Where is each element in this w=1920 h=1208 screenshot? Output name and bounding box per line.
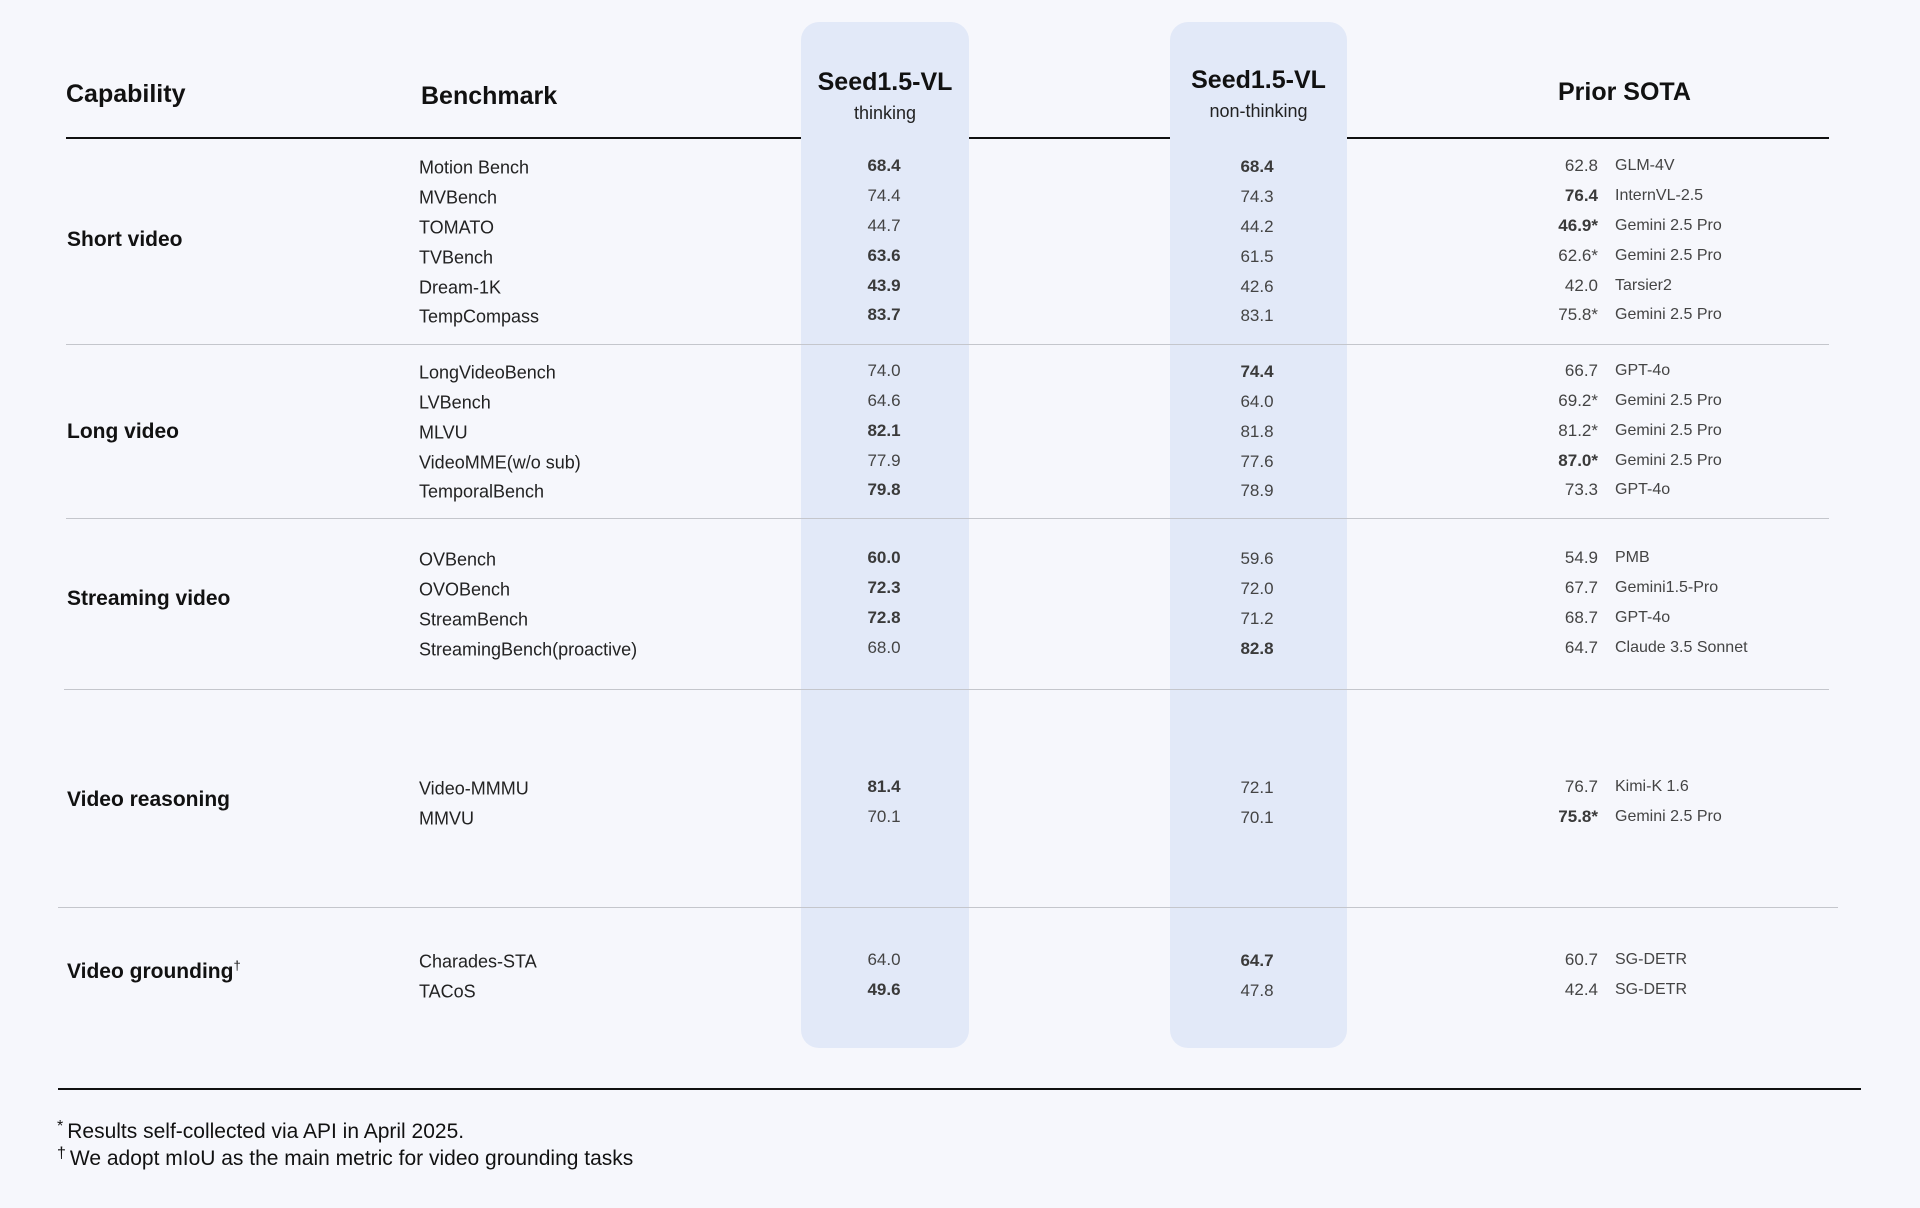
benchmark-name: VideoMME(w/o sub)	[419, 452, 581, 473]
benchmark-name: TACoS	[419, 981, 476, 1002]
prior-sota-model: PMB	[1615, 549, 1650, 566]
thinking-score: 43.9	[867, 276, 901, 295]
capability-label: Streaming video	[67, 587, 231, 610]
footnote-text: Results self-collected via API in April 2025.	[67, 1120, 465, 1143]
prior-sota-model: Kimi-K 1.6	[1615, 778, 1689, 795]
thinking-header	[801, 68, 969, 124]
footnote-marker: †	[233, 958, 241, 973]
prior-sota-score: 69.2*	[1558, 391, 1598, 410]
non-thinking-header	[1170, 66, 1347, 122]
prior-sota-score: 66.7	[1564, 361, 1598, 380]
thinking-score: 68.0	[867, 638, 901, 657]
non-thinking-score: 82.8	[1240, 639, 1274, 658]
prior-sota-model: GPT-4o	[1615, 609, 1671, 626]
prior-sota-score: 75.8*	[1558, 305, 1598, 324]
prior-sota-score: 87.0*	[1558, 451, 1598, 470]
benchmark-name: Motion Bench	[419, 157, 530, 178]
footer-rule	[58, 1088, 1861, 1090]
benchmark-name: StreamingBench(proactive)	[419, 639, 638, 660]
benchmark-name: LongVideoBench	[419, 362, 556, 383]
footnote-dagger	[57, 1147, 633, 1171]
capability-label: Video reasoning	[67, 788, 230, 811]
thinking-score: 72.3	[867, 578, 901, 597]
non-thinking-score: 64.7	[1240, 951, 1274, 970]
thinking-score: 63.6	[867, 246, 901, 265]
benchmark-name: TVBench	[419, 247, 494, 268]
thinking-model-subtitle: thinking	[853, 103, 917, 123]
non-thinking-score: 74.3	[1240, 187, 1274, 206]
prior-sota-score: 76.4	[1564, 186, 1598, 205]
capability-label: Long video	[67, 420, 179, 443]
thinking-score: 82.1	[867, 421, 901, 440]
benchmark-name: TemporalBench	[419, 481, 545, 502]
non-thinking-score: 78.9	[1240, 481, 1274, 500]
prior-sota-score: 62.8	[1564, 156, 1598, 175]
prior-sota-score: 42.4	[1564, 980, 1598, 999]
non-thinking-score: 71.2	[1240, 609, 1274, 628]
benchmark-name: TOMATO	[419, 217, 495, 238]
footnote-mark: *	[57, 1118, 64, 1135]
prior-sota-model: Gemini1.5-Pro	[1615, 579, 1719, 596]
header-rule-left	[66, 137, 801, 139]
header-rule-middle	[969, 137, 1170, 139]
group-divider	[64, 689, 1829, 690]
non-thinking-model-title: Seed1.5-VL	[1191, 66, 1326, 94]
benchmark-name: TempCompass	[419, 306, 540, 327]
thinking-score: 72.8	[867, 608, 901, 627]
benchmark-name: StreamBench	[419, 609, 529, 630]
prior-sota-score: 75.8*	[1558, 807, 1598, 826]
prior-sota-score: 46.9*	[1558, 216, 1598, 235]
non-thinking-score: 72.1	[1240, 778, 1274, 797]
non-thinking-score: 77.6	[1240, 452, 1274, 471]
benchmark-name: Charades-STA	[419, 951, 537, 972]
thinking-score: 77.9	[867, 451, 901, 470]
prior-sota-model: Gemini 2.5 Pro	[1615, 217, 1722, 234]
non-thinking-score: 68.4	[1240, 157, 1274, 176]
non-thinking-score: 72.0	[1240, 579, 1274, 598]
thinking-score: 74.4	[867, 186, 901, 205]
prior-sota-score: 60.7	[1564, 950, 1598, 969]
group-divider	[66, 344, 1829, 345]
benchmark-name: OVOBench	[419, 579, 511, 600]
thinking-score: 70.1	[867, 807, 901, 826]
prior-sota-model: InternVL-2.5	[1615, 187, 1704, 204]
benchmark-name: MVBench	[419, 187, 498, 208]
non-thinking-score: 59.6	[1240, 549, 1274, 568]
non-thinking-score: 64.0	[1240, 392, 1274, 411]
prior-sota-score: 64.7	[1564, 638, 1598, 657]
footnote-text: We adopt mIoU as the main metric for video grounding tasks	[69, 1147, 634, 1170]
capability-label: Short video	[67, 228, 183, 251]
non-thinking-score: 70.1	[1240, 808, 1274, 827]
benchmark-name: LVBench	[419, 392, 491, 413]
prior-sota-model: GPT-4o	[1615, 481, 1671, 498]
footnote-asterisk	[57, 1120, 464, 1144]
prior-sota-model: Gemini 2.5 Pro	[1615, 422, 1722, 439]
non-thinking-score: 42.6	[1240, 277, 1274, 296]
header-rule-right	[1347, 137, 1829, 139]
group-divider	[58, 907, 1838, 908]
thinking-score: 60.0	[867, 548, 901, 567]
non-thinking-score: 83.1	[1240, 306, 1274, 325]
group-divider	[66, 518, 1829, 519]
capability-header: Capability	[66, 80, 186, 108]
prior-sota-score: 73.3	[1564, 480, 1598, 499]
prior-sota-model: Gemini 2.5 Pro	[1615, 392, 1722, 409]
prior-sota-model: Claude 3.5 Sonnet	[1615, 639, 1748, 656]
non-thinking-score: 44.2	[1240, 217, 1274, 236]
non-thinking-score: 47.8	[1240, 981, 1274, 1000]
prior-sota-model: Gemini 2.5 Pro	[1615, 306, 1722, 323]
prior-sota-score: 62.6*	[1558, 246, 1598, 265]
thinking-score: 64.6	[867, 391, 901, 410]
prior-sota-model: GPT-4o	[1615, 362, 1671, 379]
non-thinking-model-subtitle: non-thinking	[1209, 101, 1308, 121]
prior-sota-model: Gemini 2.5 Pro	[1615, 808, 1722, 825]
prior-sota-score: 68.7	[1564, 608, 1598, 627]
thinking-score: 81.4	[867, 777, 901, 796]
benchmark-name: Video-MMMU	[419, 778, 529, 799]
thinking-score: 44.7	[867, 216, 901, 235]
thinking-score: 49.6	[867, 980, 901, 999]
thinking-score: 74.0	[867, 361, 901, 380]
prior-sota-score: 54.9	[1564, 548, 1598, 567]
prior-sota-model: Gemini 2.5 Pro	[1615, 452, 1722, 469]
prior-sota-score: 76.7	[1564, 777, 1598, 796]
benchmark-name: Dream-1K	[419, 277, 502, 298]
thinking-score: 83.7	[867, 305, 901, 324]
thinking-model-title: Seed1.5-VL	[817, 68, 953, 96]
thinking-score: 64.0	[867, 950, 901, 969]
footnote-mark: †	[57, 1145, 66, 1162]
benchmark-name: MLVU	[419, 422, 468, 443]
non-thinking-score: 61.5	[1240, 247, 1274, 266]
non-thinking-score: 81.8	[1240, 422, 1274, 441]
prior-sota-model: Gemini 2.5 Pro	[1615, 247, 1722, 264]
capability-label: Video grounding†	[67, 958, 241, 983]
prior-sota-score: 67.7	[1564, 578, 1598, 597]
prior-sota-score: 81.2*	[1558, 421, 1598, 440]
thinking-score: 79.8	[867, 480, 901, 499]
prior-sota-model: GLM-4V	[1615, 157, 1675, 174]
prior-sota-model: SG-DETR	[1615, 951, 1687, 968]
non-thinking-score: 74.4	[1240, 362, 1274, 381]
prior-sota-model: SG-DETR	[1615, 981, 1687, 998]
thinking-score: 68.4	[867, 156, 901, 175]
benchmark-header: Benchmark	[421, 82, 558, 110]
benchmark-name: OVBench	[419, 549, 497, 570]
benchmark-name: MMVU	[419, 808, 474, 829]
prior-sota-model: Tarsier2	[1615, 277, 1672, 294]
prior-sota-header: Prior SOTA	[1558, 78, 1691, 106]
prior-sota-score: 42.0	[1564, 276, 1598, 295]
